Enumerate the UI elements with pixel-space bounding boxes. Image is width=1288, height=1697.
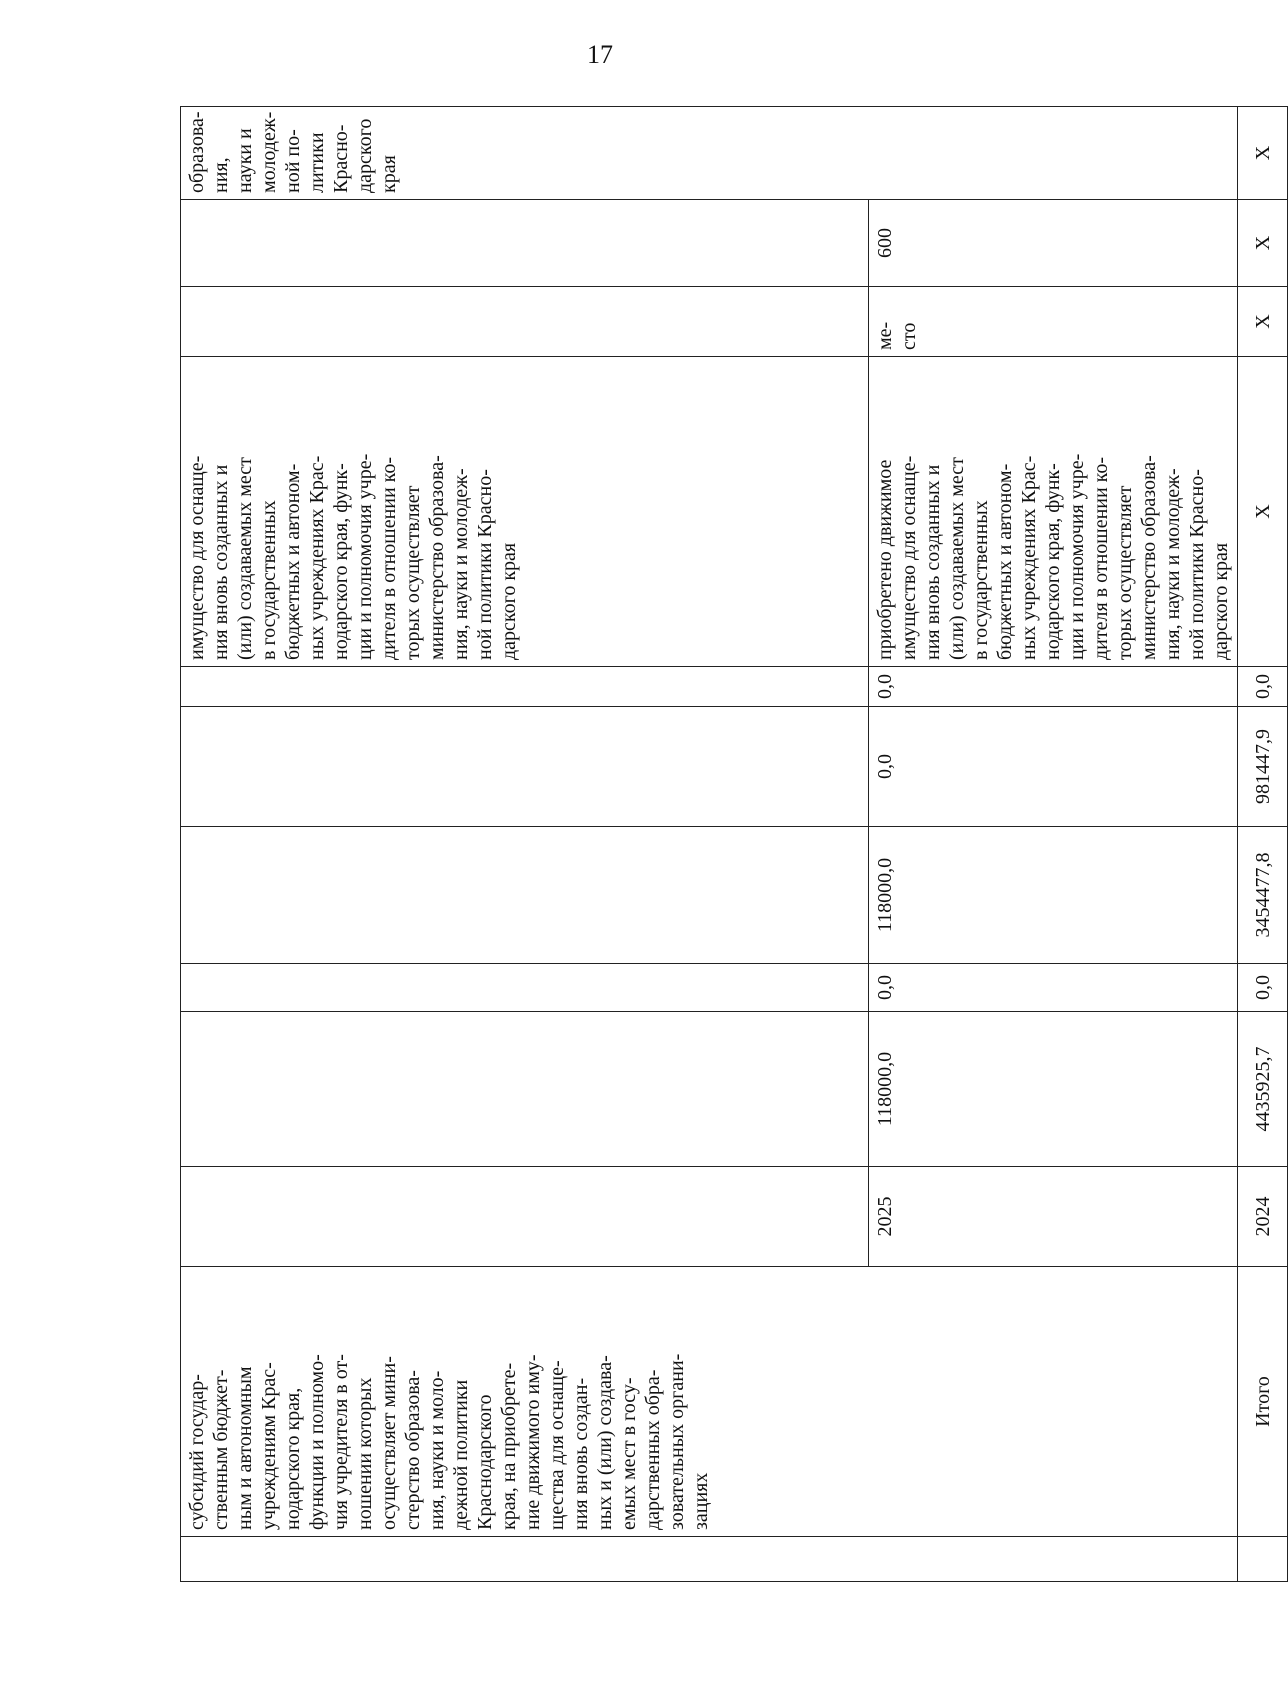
total-regional: 3454477,8: [1238, 827, 1288, 964]
executor-text: образова- ния, науки и молодеж- ной по- литики Красно- дарского края: [181, 107, 1238, 200]
empty-cell: [181, 667, 869, 707]
total-label: Итого: [1238, 1267, 1288, 1537]
regional-cell: 118000,0: [869, 827, 1238, 964]
table-row-total: [1238, 107, 1288, 1582]
empty-cell: [181, 707, 869, 827]
total-local: 981447,9: [1238, 707, 1288, 827]
empty-cell: [181, 1012, 869, 1167]
empty-cell: [181, 827, 869, 964]
empty-cell: [181, 200, 869, 287]
result-text-upper: имущество для оснаще- ния вновь созданных и (или) создаваемых мест в государственных бюджетных и автоном- ных учреждениях Крас- нодарского края, функ- ции и полномочия учре- дителя в отношении ко- торых осуществляет министерство образова- ния, науки и молодеж- ной политики Красно- дарского края: [181, 357, 869, 667]
total-executor-x: Х: [1238, 107, 1288, 200]
total-federal: 0,0: [1238, 964, 1288, 1012]
federal-cell: 0,0: [869, 964, 1238, 1012]
value-cell: 600: [869, 200, 1238, 287]
unit-cell: ме- сто: [869, 287, 1238, 357]
total-value-x: Х: [1238, 200, 1288, 287]
empty-cell: [1238, 1537, 1288, 1582]
local-cell: 0,0: [869, 707, 1238, 827]
rotated-table-container: [180, 107, 1274, 1582]
total-extra: 0,0: [1238, 667, 1288, 707]
page-number: 17: [587, 40, 613, 69]
total-result-x: Х: [1238, 357, 1288, 667]
empty-cell: [181, 287, 869, 357]
total-unit-x: Х: [1238, 287, 1288, 357]
table-row: [181, 107, 274, 1582]
empty-cell: [181, 1537, 1238, 1582]
total-sum: 4435925,7: [1238, 1012, 1288, 1167]
program-table: [180, 106, 1288, 1582]
empty-cell: [181, 1167, 869, 1267]
measure-description: субсидий государ- ственным бюджет- ным и автономным учреждениям Крас- нодарского края, функции и полномо- чия учредителя в от- ношении которых осуществляет мини- стерство образова- ния, науки и моло- дежной политики Краснодарского края, на приобрете- ние движимого иму- щества для оснаще- ния вновь создан- ных и (или) создава- емых мест в госу- дарственных обра- зовательных органи- зациях: [181, 1267, 1238, 1537]
empty-cell: [181, 964, 869, 1012]
total-year: 2024: [1238, 1167, 1288, 1267]
total-cell: 118000,0: [869, 1012, 1238, 1167]
extra-cell: 0,0: [869, 667, 1238, 707]
year-cell: 2025: [869, 1167, 1238, 1267]
result-text-lower: приобретено движимое имущество для оснаще- ния вновь созданных и (или) создаваемых мест в государственных бюджетных и автоном- ных учреждениях Крас- нодарского края, функ- ции и полномочия учре- дителя в отношении ко- торых осуществляет министерство образова- ния, науки и молодеж- ной политики Красно- дарского края: [869, 357, 1238, 667]
